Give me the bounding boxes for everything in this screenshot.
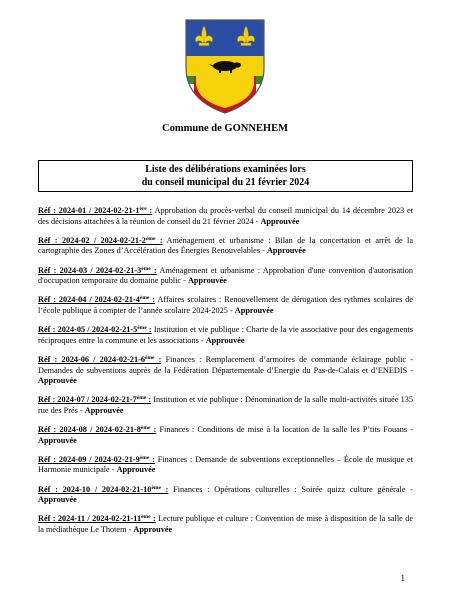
deliberations-list [38,206,413,544]
deliberation-subject: Finances : Demande de subventions exceptionnelles – École de musique et Harmonie municipale - [38,454,413,475]
reference-number: Réf : 2024-10 / 2024-02-21-10 [38,484,152,494]
reference-colon: : [155,235,163,245]
deliberation-subject: Finances : Remplacement d’armoires de commande éclairage public - Demandes de subventions auprès de la Fédération Départementale d’Energie du Pas-de-Calais et d’ENEDIS - [38,354,413,375]
deliberation-status: Approuvée [38,435,77,445]
reference-colon: : [150,425,157,435]
deliberation-status: Approuvée [260,216,300,226]
deliberation-status: Approuvée [116,465,156,475]
reference-ordinal-suffix: ème [137,325,147,332]
reference-colon: : [149,295,156,305]
reference-number: Réf : 2024-03 / 2024-02-21-3 [38,265,142,275]
deliberation-item [38,325,413,346]
reference-number: Réf : 2024-07 / 2024-02-21-7 [38,395,137,405]
deliberation-reference [38,514,156,523]
deliberation-status: Approuvée [205,335,245,345]
deliberation-subject: Aménagement et urbanisme : Approbation d'une convention d'autorisation d'occupation temporaire du domaine public - [38,265,413,286]
reference-ordinal-suffix: ème [145,354,155,361]
deliberation-reference [38,206,152,215]
deliberation-item [38,485,413,506]
reference-ordinal-suffix: ème [151,484,161,491]
deliberation-reference [38,266,157,275]
reference-ordinal-suffix: ème [145,235,156,242]
deliberation-subject: Approbation du procès-verbal du conseil municipal du 14 décembre 2023 et des décisions attachées à la réunion de conseil du 21 février 2024 - [38,206,413,226]
reference-ordinal-suffix: ème [141,265,151,272]
deliberation-item [38,266,413,287]
deliberation-status: Approuvée [84,405,124,415]
reference-number: Réf : 2024-04 / 2024-02-21-4 [38,295,140,305]
reference-number: Réf : 2024-06 / 2024-02-21-6 [38,354,145,364]
reference-colon: : [146,395,152,405]
reference-number: Réf : 2024-02 / 2024-02-21-2 [38,235,146,245]
reference-ordinal-suffix: ème [139,454,150,461]
deliberation-status: Approuvée [266,246,306,256]
deliberation-status: Approuvée [187,276,227,286]
reference-ordinal-suffix: ème [136,395,147,402]
deliberation-item [38,236,413,257]
reference-ordinal-suffix: ème [139,295,150,302]
deliberation-reference [38,295,155,304]
page-number: 1 [400,573,405,583]
reference-number: Réf : 2024-11 / 2024-02-21-11 [38,514,142,524]
reference-colon: : [150,514,156,524]
deliberation-item [38,455,413,476]
deliberation-item [38,295,413,316]
deliberation-subject: Finances : Opérations culturelles : Soirée quizz culture générale - [168,484,413,494]
deliberation-status: Approuvée [38,376,77,386]
deliberation-subject: Finances : Conditions de mise à la location de la salle les P’tits Fouans - [156,425,413,435]
deliberation-reference [38,325,152,334]
deliberation-status: Approuvée [38,495,77,505]
deliberation-subject: Institution et vie publique : Dénomination de la salle multi-activités située 135 rue des Prés - [38,395,414,415]
reference-ordinal-suffix: ème [140,425,151,432]
document-title-line-1: Liste des délibérations examinées lors [145,164,306,175]
reference-colon: : [146,325,152,335]
deliberation-item [38,514,413,535]
deliberation-reference [38,236,163,245]
reference-number: Réf : 2024-08 / 2024-02-21-8 [38,425,141,435]
deliberation-reference [38,425,156,434]
deliberation-subject: Affaires scolaires : Renouvellement de dérogation des rythmes scolaires de l’école publique à compter de l’année scolaire 2024-2025 - [38,295,413,315]
reference-colon: : [154,354,162,364]
commune-name: Commune de GONNEHEM [162,123,288,134]
deliberation-item [38,395,413,416]
deliberation-reference [38,395,151,404]
reference-number: Réf : 2024-09 / 2024-02-21-9 [38,454,140,464]
deliberation-subject: Aménagement et urbanisme : Bilan de la concertation et arrêt de la cartographie des Zones d’Accélération des Énergies Renouvelables - [38,235,414,256]
reference-ordinal-suffix: ème [141,514,151,521]
reference-colon: : [150,265,157,275]
reference-number: Réf : 2024-01 / 2024-02-21-1 [38,206,140,215]
document-title-box [38,160,413,192]
reference-ordinal-suffix: ère [139,206,147,212]
coat-of-arms-icon [182,16,268,116]
deliberation-status: Approuvée [234,305,274,315]
reference-number: Réf : 2024-05 / 2024-02-21-5 [38,325,138,335]
deliberation-subject: Institution et vie publique : Charte de la vie associative pour des engagements réciproques entre la commune et les associations - [38,325,413,345]
deliberation-status: Approuvée [133,525,173,534]
deliberation-item [38,425,413,446]
reference-colon: : [146,206,153,215]
deliberation-reference [38,455,155,464]
deliberation-item [38,355,413,387]
reference-colon: : [149,454,155,464]
deliberation-reference [38,485,168,494]
deliberation-item [38,206,413,227]
reference-colon: : [160,484,169,494]
document-title-line-2: du conseil municipal du 21 février 2024 [141,176,310,188]
deliberation-reference [38,355,161,364]
deliberation-subject: Lecture publique et culture : Convention de mise à disposition de la salle de la médiathèque Le Thotem - [38,514,413,534]
